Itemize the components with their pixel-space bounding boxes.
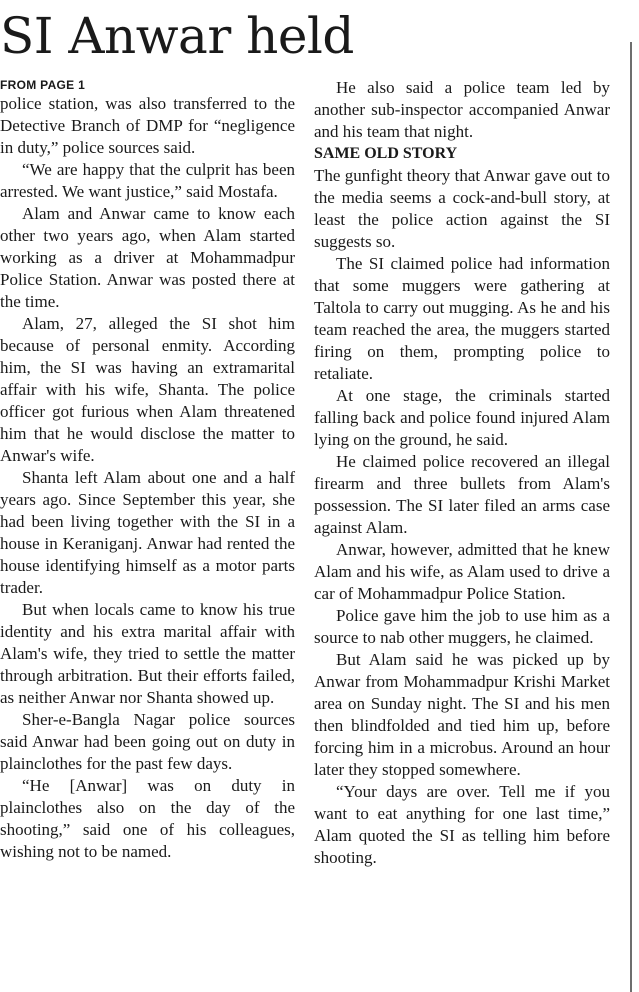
paragraph: “He [Anwar] was on duty in plainclothes also on the day of the shooting,” said one of his colleagues, wishing not to be named.	[0, 776, 295, 861]
paragraph: Police gave him the job to use him as a source to nab other muggers, he claimed.	[314, 606, 610, 647]
paragraph: Anwar, however, admitted that he knew Alam and his wife, as Alam used to drive a car of Mohammadpur Police Station.	[314, 540, 610, 603]
paragraph: Alam, 27, alleged the SI shot him because of personal enmity. According him, the SI was having an extramarital affair with his wife, Shanta. The police officer got furious when Alam threatened him that he would disclose the matter to Anwar's wife.	[0, 314, 295, 465]
paragraph: police station, was also transferred to the Detective Branch of DMP for “negligence in duty,” police sources said.	[0, 94, 295, 157]
paragraph: Alam and Anwar came to know each other two years ago, when Alam started working as a driver at Mohammadpur Police Station. Anwar was posted there at the time.	[0, 204, 295, 311]
continuation-label: FROM PAGE 1	[0, 78, 86, 92]
headline: SI Anwar held	[0, 7, 354, 65]
paragraph: Shanta left Alam about one and a half years ago. Since September this year, she had been living together with the SI in a house in Keraniganj. Anwar had rented the house identifying himself as a motor parts trader.	[0, 468, 295, 597]
paragraph: But Alam said he was picked up by Anwar from Mohammadpur Krishi Market area on Sunday night. The SI and his men then blindfolded and tied him up, before forcing him in a microbus. Around an hour later they stopped somewhere.	[314, 650, 610, 779]
page-edge-divider	[630, 42, 632, 992]
paragraph: Sher-e-Bangla Nagar police sources said Anwar had been going out on duty in plainclothes for the past few days.	[0, 710, 295, 773]
paragraph: He also said a police team led by another sub-inspector accompanied Anwar and his team that night.	[314, 78, 610, 141]
paragraph: The gunfight theory that Anwar gave out to the media seems a cock-and-bull story, at least the police action against the SI suggests so.	[314, 166, 610, 251]
paragraph: “Your days are over. Tell me if you want to eat anything for one last time,” Alam quoted the SI as telling him before shooting.	[314, 782, 610, 867]
paragraph: But when locals came to know his true identity and his extra marital affair with Alam's wife, they tried to settle the matter through arbitration. But their efforts failed, as neither Anwar nor Shanta showed up.	[0, 600, 295, 707]
paragraph: At one stage, the criminals started falling back and police found injured Alam lying on the ground, he said.	[314, 386, 610, 449]
section-subheading: SAME OLD STORY	[314, 145, 458, 162]
left-column	[0, 77, 295, 863]
paragraph: He claimed police recovered an illegal firearm and three bullets from Alam's possession. The SI later filed an arms case against Alam.	[314, 452, 610, 537]
right-column	[314, 77, 610, 869]
paragraph: “We are happy that the culprit has been arrested. We want justice,” said Mostafa.	[0, 160, 295, 201]
paragraph: The SI claimed police had information that some muggers were gathering at Taltola to carry out mugging. As he and his team reached the area, the muggers started firing on them, prompting police to retaliate.	[314, 254, 610, 383]
